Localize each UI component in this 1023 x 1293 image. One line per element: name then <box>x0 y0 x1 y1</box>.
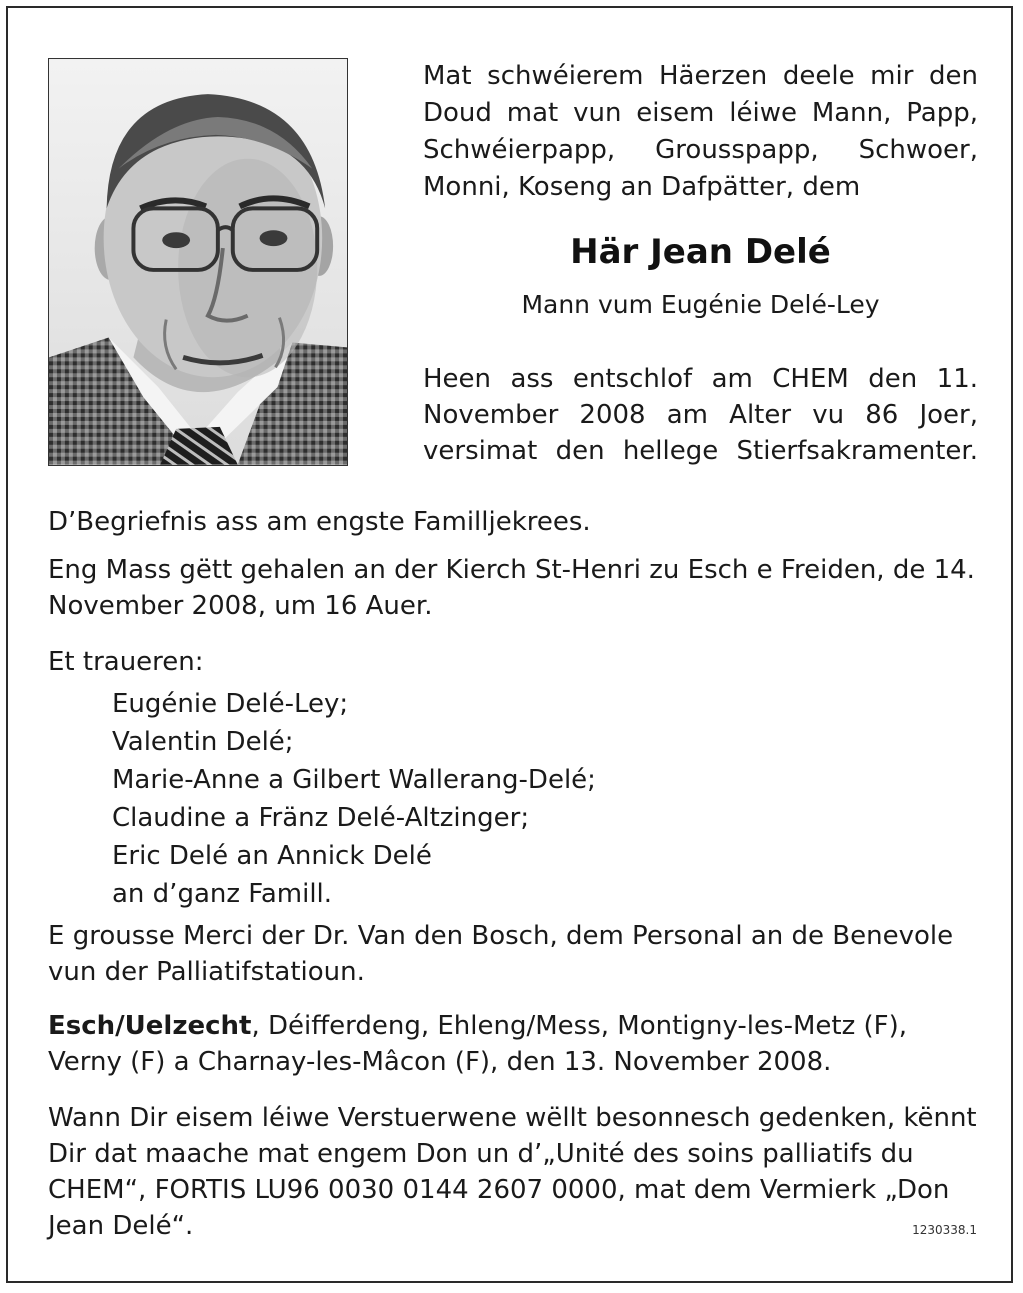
mourner-item: Marie-Anne a Gilbert Wallerang-Delé; <box>112 765 596 795</box>
spouse-line: Mann vum Eugénie Delé-Ley <box>521 290 880 319</box>
portrait-image <box>49 59 347 465</box>
funeral-note <box>48 504 978 540</box>
mourner-item: an d’ganz Famill. <box>112 879 333 909</box>
thanks-text: E grousse Merci der Dr. Van den Bosch, dem Personal an de Benevole vun der Palliatifstatioun. <box>48 921 954 987</box>
mourners-list <box>112 685 596 913</box>
donation-note <box>48 1100 978 1244</box>
intro-text <box>423 58 978 206</box>
death-line-3: versimat den hellege Stierfsakramenter. <box>423 436 978 466</box>
place-date <box>48 1008 978 1080</box>
place-date-text <box>48 1008 978 1080</box>
thanks-note <box>48 918 978 990</box>
funeral-text: D’Begriefnis ass am engste Familljekrees. <box>48 507 591 537</box>
death-line-2: November 2008 am Alter vu 86 Joer, <box>423 400 978 430</box>
mourner-item: Eric Delé an Annick Delé <box>112 841 432 871</box>
death-line-1: Heen ass entschlof am CHEM den 11. <box>423 364 978 394</box>
mourner-item: Claudine a Fränz Delé-Altzinger; <box>112 803 530 833</box>
place-rest: , Déifferdeng, Ehleng/Mess, Montigny-les-Metz (F), Verny (F) a Charnay-les-Mâcon (F), den 13. November 2008. <box>48 1011 907 1077</box>
mourners-heading-text: Et traueren: <box>48 647 204 677</box>
portrait-photo <box>48 58 348 466</box>
deceased-name: Här Jean Delé <box>570 232 831 272</box>
intro-paragraph: Mat schwéierem Häerzen deele mir den Doud mat vun eisem léiwe Mann, Papp, Schwéierpapp, Grousspapp, Schwoer, Monni, Koseng an Dafpätter, dem <box>423 61 978 202</box>
mourners-heading <box>48 644 978 680</box>
donation-text: Wann Dir eisem léiwe Verstuerwene wëllt besonnesch gedenken, kënnt Dir dat maache mat engem Don un d’„Unité des soins palliatifs du CHEM“, FORTIS LU96 0030 0144 2607 0000, mat dem Vermierk „Don Jean Delé“. <box>48 1103 977 1241</box>
mass-text: Eng Mass gëtt gehalen an der Kierch St-Henri zu Esch e Freiden, de 14. November 2008, um 16 Auer. <box>48 555 975 621</box>
obituary-notice <box>6 6 1013 1283</box>
mass-note <box>48 552 978 624</box>
reference-number: 1230338.1 <box>912 1223 977 1237</box>
mourner-item: Eugénie Delé-Ley; <box>112 689 349 719</box>
death-details <box>423 361 978 469</box>
place-main: Esch/Uelzecht <box>48 1011 252 1041</box>
mourner-item: Valentin Delé; <box>112 727 294 757</box>
